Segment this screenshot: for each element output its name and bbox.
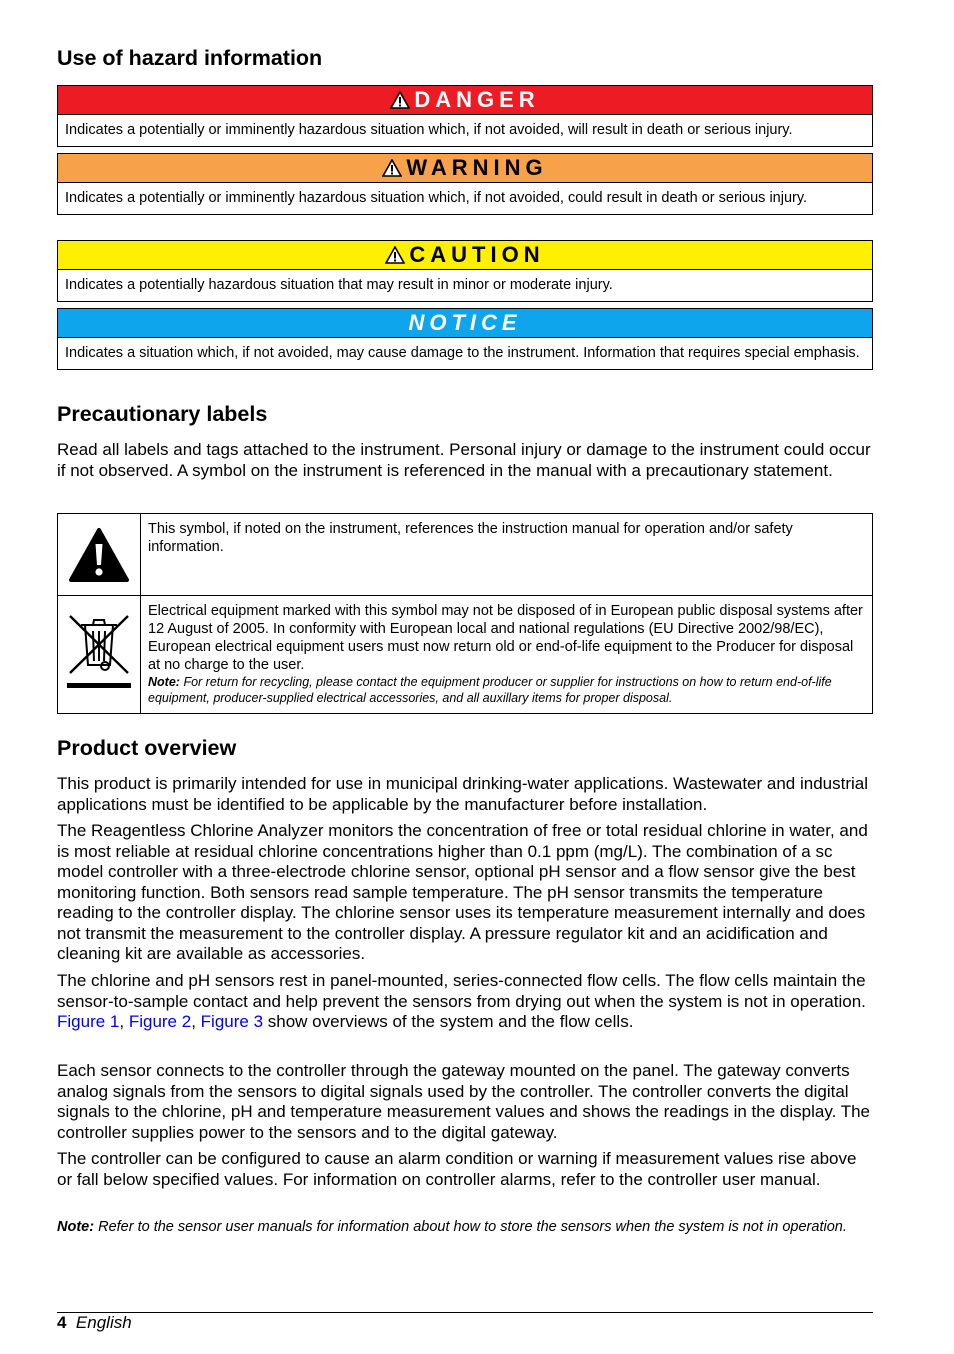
- note-text: Refer to the sensor user manuals for information about how to store the sensors when the system is not in operation.: [98, 1219, 847, 1235]
- warning-header: [58, 154, 872, 183]
- disposal-text: Electrical equipment marked with this symbol may not be disposed of in European public disposal systems after 12 August of 2005. In conformity with European local and national regulations (EU Directive 2002/98/EC), European electrical equipment users must now return old or end-of-life equipment to the Producer for disposal at no charge to the user.: [148, 603, 863, 673]
- caution-text: Indicates a potentially hazardous situation that may result in minor or moderate injury.: [65, 277, 613, 293]
- symbol-description: This symbol, if noted on the instrument, references the instruction manual for operation and/or safety information.: [141, 514, 873, 596]
- notice-text: Indicates a situation which, if not avoided, may cause damage to the instrument. Information that requires special emphasis.: [65, 345, 860, 361]
- paragraph-text: show overviews of the system and the flow cells.: [263, 1012, 634, 1031]
- crossed-out-bin-icon: [65, 611, 133, 695]
- overview-note: [57, 1218, 873, 1236]
- table-row: [58, 596, 873, 714]
- danger-box: [57, 85, 873, 147]
- hazard-section-title: Use of hazard information: [57, 46, 323, 70]
- warning-text: Indicates a potentially or imminently hazardous situation which, if not avoided, could result in death or serious injury.: [65, 190, 808, 206]
- precautionary-intro: Read all labels and tags attached to the instrument. Personal injury or damage to the instrument could occur if not observed. A symbol on the instrument is referenced in the manual with a precautionary statement.: [57, 440, 871, 480]
- symbol-cell: [58, 514, 141, 596]
- warning-triangle-icon: [382, 159, 402, 177]
- disposal-note: [148, 674, 865, 706]
- paragraph-text: The chlorine and pH sensors rest in panel-mounted, series-connected flow cells. The flow cells maintain the sensor-to-sample contact and help prevent the sensors from drying out when the system is not in operation.: [57, 971, 866, 1011]
- caution-box: [57, 240, 873, 302]
- overview-section-title: Product overview: [57, 736, 237, 760]
- danger-label: DANGER: [414, 87, 540, 112]
- precautionary-section-title: Precautionary labels: [57, 402, 268, 426]
- separator-text: ,: [191, 1012, 201, 1031]
- note-label: Note:: [148, 675, 180, 689]
- overview-paragraph: The Reagentless Chlorine Analyzer monitors the concentration of free or total residual chlorine in water, and is most reliable at residual chlorine concentrations higher than 0.1 ppm (mg/L). The combination of a sc model controller with a three-electrode chlorine sensor, optional pH sensor and a flow sensor give the best monitoring function. Both sensors read sample temperature. The pH sensor transmits the temperature reading to the controller display. The chlorine sensor uses its temperature measurement internally and does not transmit the measurement to the controller display. A pressure regulator kit and an acidification and cleaning kit are available as accessories.: [57, 821, 868, 963]
- overview-paragraph: The controller can be configured to cause an alarm condition or warning if measurement values rise above or fall below specified values. For information on controller alarms, refer to the controller user manual.: [57, 1149, 857, 1189]
- separator-text: ,: [119, 1012, 129, 1031]
- warning-label: WARNING: [406, 155, 548, 180]
- table-row: [58, 514, 873, 596]
- overview-paragraph: This product is primarily intended for use in municipal drinking-water applications. Wastewater and industrial applications must be identified to be applicable by the manufacturer before installation.: [57, 774, 869, 814]
- danger-header: [58, 86, 872, 115]
- figure-2-link[interactable]: Figure 2: [128, 1012, 192, 1031]
- caution-label: CAUTION: [409, 242, 545, 267]
- danger-text: Indicates a potentially or imminently hazardous situation which, if not avoided, will result in death or serious injury.: [65, 122, 793, 138]
- notice-box: [57, 308, 873, 370]
- overview-paragraph: Each sensor connects to the controller through the gateway mounted on the panel. The gateway converts analog signals from the sensors to digital signals used by the controller. The controller converts the digital signals to the chlorine, pH and temperature measurement values and shows the readings in the display. The controller supplies power to the sensors and to the digital gateway.: [57, 1061, 871, 1142]
- figure-3-link[interactable]: Figure 3: [200, 1012, 264, 1031]
- warning-triangle-icon: [385, 246, 405, 264]
- precautionary-labels-table: [57, 513, 873, 714]
- page-footer: [57, 1313, 132, 1333]
- notice-label: NOTICE: [408, 310, 522, 335]
- warning-triangle-icon: [68, 527, 130, 583]
- figure-1-link[interactable]: Figure 1: [57, 1012, 120, 1031]
- page-number: 4: [57, 1313, 67, 1332]
- warning-triangle-icon: [390, 91, 410, 109]
- caution-header: [58, 241, 872, 270]
- notice-header: [58, 309, 872, 338]
- symbol-cell: [58, 596, 141, 714]
- footer-divider: [57, 1312, 873, 1313]
- overview-paragraph: [57, 971, 873, 1033]
- note-text: For return for recycling, please contact the equipment producer or supplier for instructions on how to return end-of-life equipment, producer-supplied electrical accessories, and all auxillary items for proper disposal.: [148, 675, 832, 705]
- footer-language: English: [75, 1313, 132, 1332]
- note-label: Note:: [57, 1219, 95, 1235]
- warning-box: [57, 153, 873, 215]
- symbol-description: [141, 596, 873, 714]
